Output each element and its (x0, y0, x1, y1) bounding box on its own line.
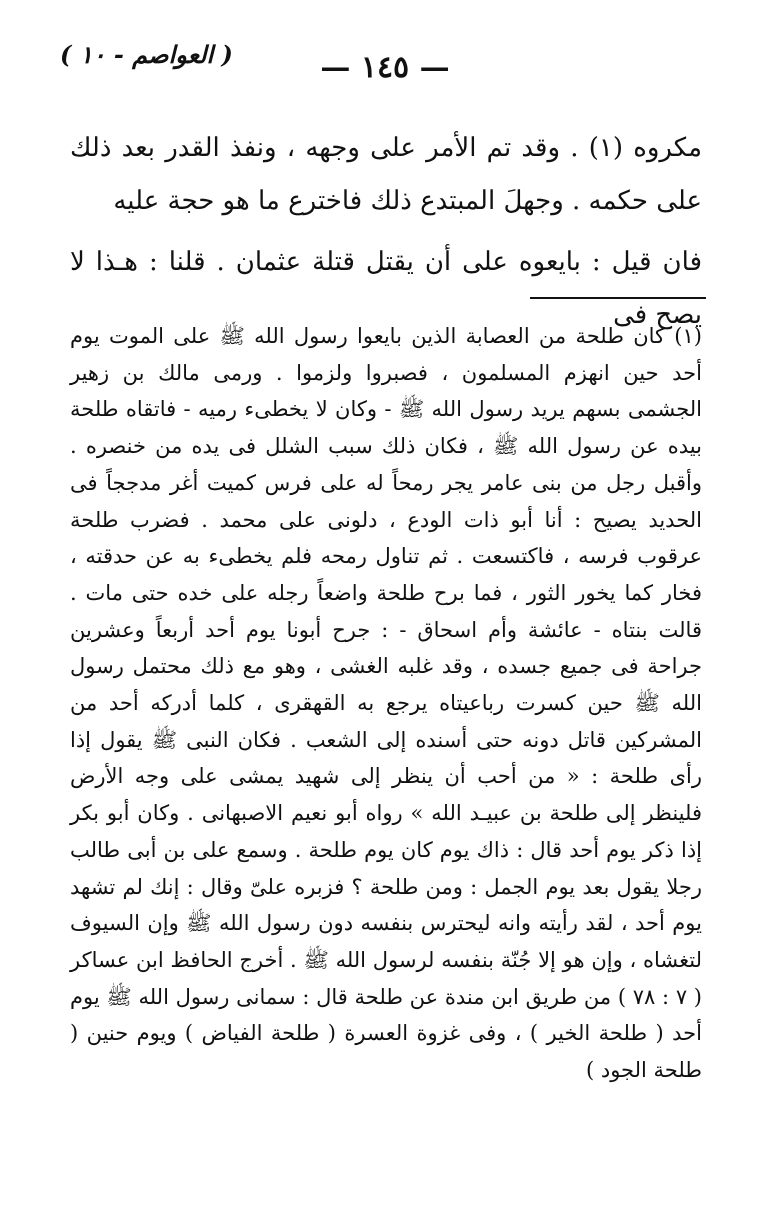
main-text (70, 122, 702, 342)
running-head: ( العواصم - ١٠ ) (60, 40, 233, 69)
page-header (60, 38, 710, 98)
main-paragraph-2: فان قيل : بايعوه على أن يقتل قتلة عثمان . قلنا : هـذا لا يصح فى (70, 247, 702, 330)
footnote-separator (530, 297, 706, 299)
page-number: — ١٤٥ — (320, 50, 450, 85)
main-paragraph-1: مكروه (١) . وقد تم الأمر على وجهه ، ونفذ القدر بعد ذلك على حكمه . وجهلَ المبتدع ذلك فاخترع ما هو حجة عليه (70, 133, 703, 216)
footnotes (70, 318, 702, 1089)
footnote-1: (١) كان طلحة من العصابة الذين بايعوا رسول الله ﷺ على الموت يوم أحد حين انهزم المسلمون ، فصبروا ولزموا . ورمى مالك بن زهير الجشمى بسهم يريد رسول الله ﷺ - وكان لا يخطىء رميه - فاتقاه طلحة بيده عن رسول الله ﷺ ، فكان ذلك سبب الشلل فى يده من خنصره . وأقبل رجل من بنى عامر يجر رمحاً له على فرس كميت أغر مدججاً فى الحديد يصيح : أنا أبو ذات الودع ، دلونى على محمد . فضرب طلحة عرقوب فرسه ، فاكتسعت . ثم تناول رمحه فلم يخطىء به عن حدقته ، فخار كما يخور الثور ، فما برح طلحة واضعاً رجله على خده حتى مات . قالت بنتاه - عائشة وأم اسحاق - : جرح أبونا يوم أحد أربعاً وعشرين جراحة فى جميع جسده ، وقد غلبه الغشى ، وهو مع ذلك محتمل رسول الله ﷺ حين كسرت رباعيتاه يرجع به القهقرى ، كلما أدركه أحد من المشركين قاتل دونه حتى أسنده إلى الشعب . فكان النبى ﷺ يقول إذا رأى طلحة : « من أحب أن ينظر إلى شهيد يمشى على وجه الأرض فلينظر إلى طلحة بن عبيـد الله » رواه أبو نعيم الاصبهانى . وكان أبو بكر إذا ذكر يوم أحد قال : ذاك يوم كان يوم طلحة . وسمع على بن أبى طالب رجلا يقول بعد يوم الجمل : ومن طلحة ؟ فزبره علىّ وقال : إنك لم تشهد يوم أحد ، لقد رأيته وانه ليحترس بنفسه دون رسول الله ﷺ وإن السيوف لتغشاه ، وإن هو إلا جُنّة بنفسه لرسول الله ﷺ . أخرج الحافظ ابن عساكر ( ٧ : ٧٨ ) من طريق ابن مندة عن طلحة قال : سمانى رسول الله ﷺ يوم أحد ( طلحة الخير ) ، وفى غزوة العسرة ( طلحة الفياض ) ويوم حنين ( طلحة الجود ) (70, 324, 702, 1083)
